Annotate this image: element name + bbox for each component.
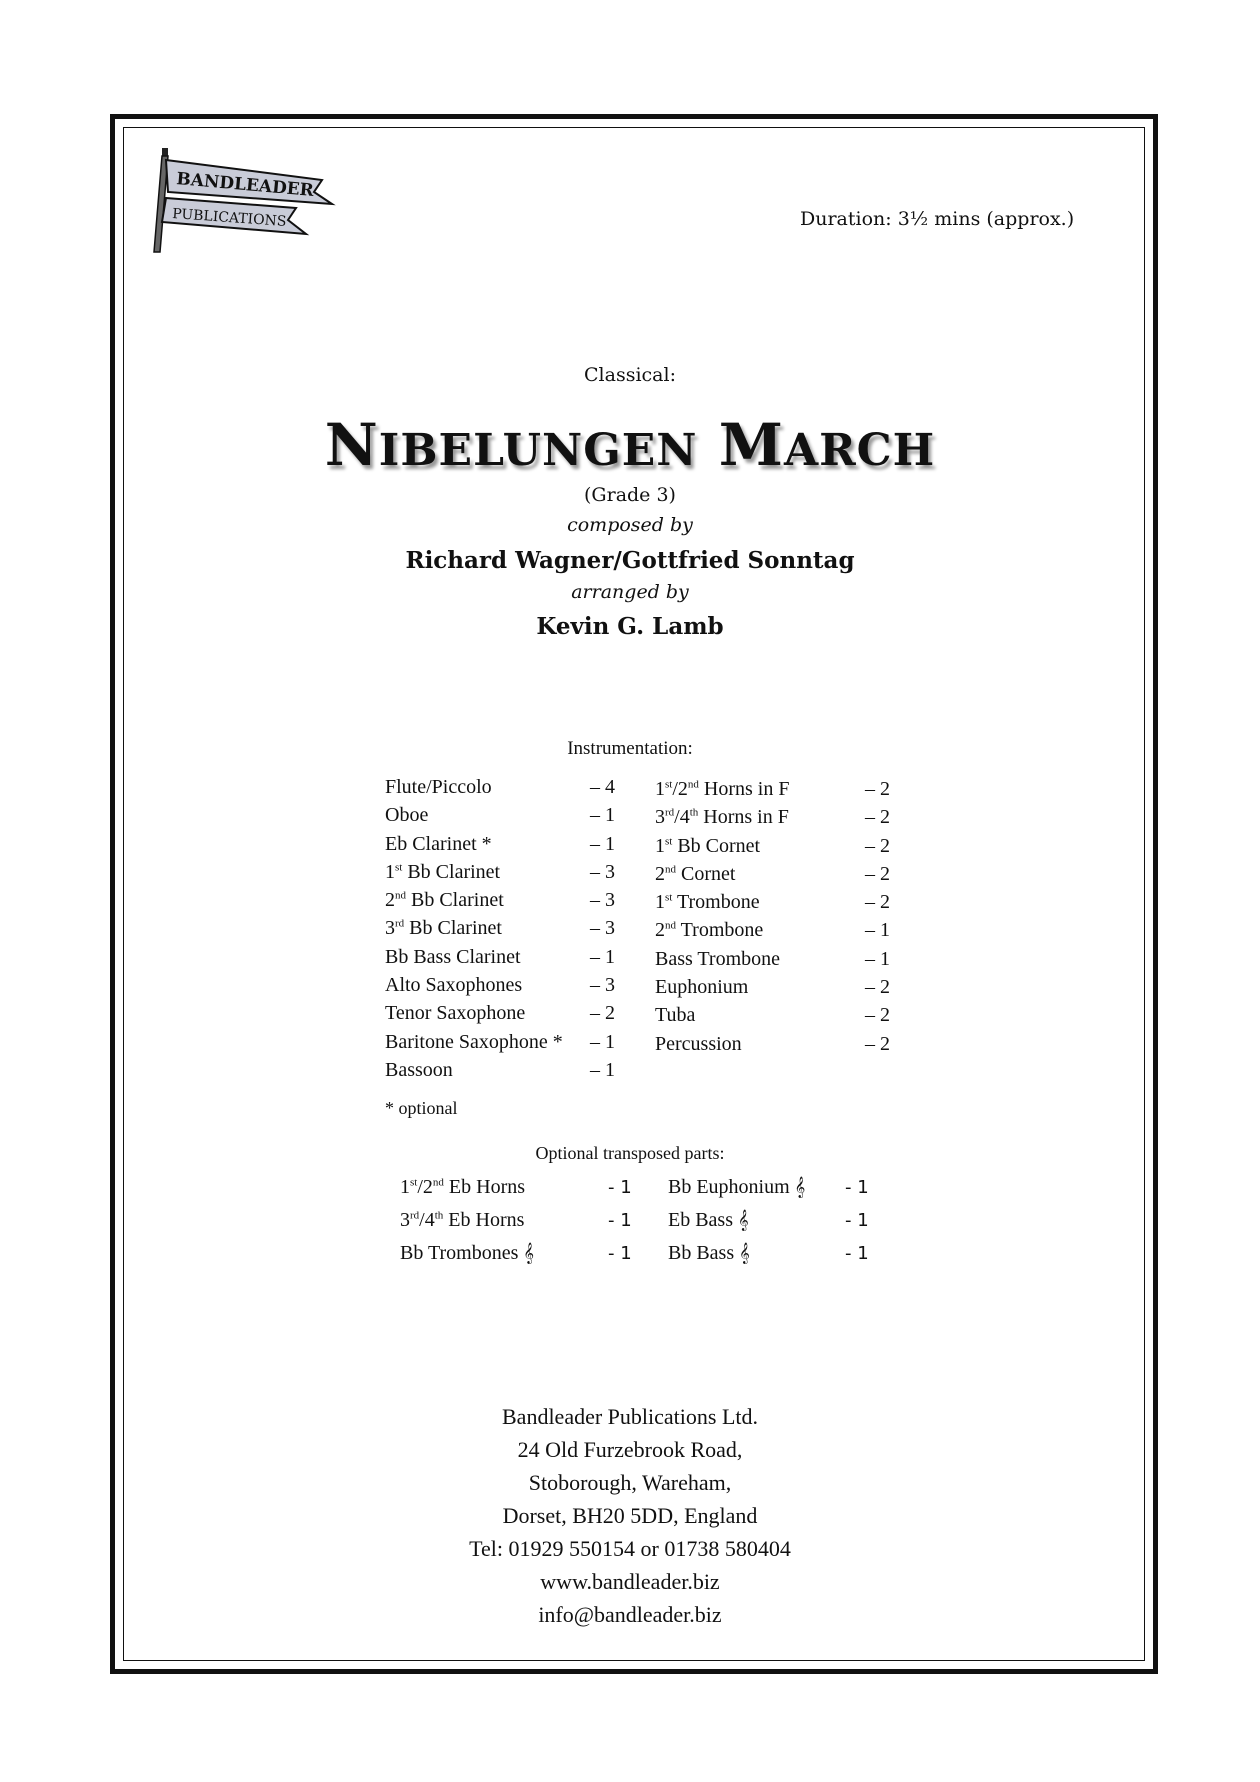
instrument-name: Tuba: [655, 1004, 696, 1027]
instrument-name: Eb Clarinet *: [385, 832, 492, 855]
part-count: – 1: [865, 947, 890, 970]
instrumentation-left-column: [385, 773, 625, 1084]
instrument-row: [655, 945, 905, 973]
instrument-name: 1st/2nd Horns in F: [655, 778, 790, 800]
treble-clef-icon: 𝄞: [738, 1210, 749, 1230]
part-count: – 1: [865, 919, 890, 942]
address-line: 24 Old Furzebrook Road,: [517, 1437, 743, 1462]
optional-parts-left-column: [400, 1171, 640, 1270]
instrument-row: [400, 1237, 640, 1270]
instrument-row: [655, 916, 905, 944]
instrument-name: 1st/2nd Eb Horns: [400, 1176, 526, 1198]
part-count: - 1: [845, 1243, 869, 1264]
instrument-name: Percussion: [655, 1032, 742, 1055]
instrument-name: 2nd Bb Clarinet: [385, 889, 504, 912]
instrument-row: [385, 914, 625, 942]
part-count: – 4: [590, 776, 615, 798]
part-count: - 1: [608, 1210, 632, 1231]
part-count: - 1: [845, 1210, 869, 1231]
part-count: - 1: [608, 1177, 632, 1198]
treble-clef-icon: 𝄞: [523, 1243, 535, 1263]
instrument-row: [385, 1056, 625, 1084]
instrument-row: [400, 1171, 640, 1204]
instrument-name: 2nd Cornet: [655, 862, 736, 885]
part-count: – 2: [865, 1004, 890, 1027]
treble-clef-icon: 𝄞: [739, 1243, 750, 1263]
instrument-row: [385, 830, 625, 858]
instrumentation-right-column: [655, 775, 905, 1058]
part-count: - 1: [608, 1243, 632, 1264]
publisher-address: [0, 1400, 1260, 1631]
address-line: Dorset, BH20 5DD, England: [502, 1503, 758, 1528]
instrument-name: 3rd/4th Horns in F: [655, 806, 789, 829]
instrument-name: 1st Bb Cornet: [655, 834, 761, 857]
instrument-row: [385, 1028, 625, 1056]
instrument-row: [655, 775, 905, 803]
part-count: – 1: [590, 945, 615, 968]
bandleader-publications-logo: [146, 146, 356, 256]
instrument-row: [385, 943, 625, 971]
optional-parts-right-column: [668, 1171, 888, 1270]
part-count: – 2: [865, 976, 890, 999]
part-count: – 2: [865, 834, 890, 857]
instrument-name: Bassoon: [385, 1058, 453, 1081]
instrument-name: Bb Bass 𝄞: [668, 1242, 750, 1264]
genre-label: Classical:: [584, 364, 676, 386]
instrument-row: [668, 1237, 888, 1270]
part-count: – 3: [590, 889, 615, 912]
part-count: – 3: [590, 917, 615, 940]
part-count: – 2: [865, 806, 890, 829]
address-line: Tel: 01929 550154 or 01738 580404: [469, 1536, 791, 1561]
instrument-name: 3rd/4th Eb Horns: [400, 1209, 525, 1231]
address-line: Bandleader Publications Ltd.: [502, 1404, 758, 1429]
instrument-name: 1st Trombone: [655, 891, 760, 914]
instrument-row: [668, 1204, 888, 1237]
instrument-name: 1st Bb Clarinet: [385, 860, 501, 883]
instrument-row: [385, 886, 625, 914]
instrument-row: [655, 1030, 905, 1058]
instrument-name: Baritone Saxophone *: [385, 1030, 563, 1053]
instrument-name: Tenor Saxophone: [385, 1002, 526, 1025]
instrument-row: [400, 1204, 640, 1237]
arranged-by-label: arranged by: [571, 581, 689, 603]
part-count: – 2: [865, 891, 890, 914]
instrument-name: Alto Saxophones: [385, 974, 523, 997]
instrument-row: [385, 999, 625, 1027]
instrument-row: [385, 801, 625, 829]
part-count: – 2: [865, 1032, 890, 1055]
instrument-row: [655, 860, 905, 888]
arranger-name: Kevin G. Lamb: [536, 613, 724, 640]
instrument-name: Bb Bass Clarinet: [385, 945, 521, 968]
part-count: – 1: [590, 1030, 615, 1053]
part-count: – 1: [590, 804, 615, 827]
instrument-name: Oboe: [385, 804, 429, 827]
instrument-row: [385, 971, 625, 999]
logo-text-bandleader: BANDLEADER: [175, 169, 315, 201]
instrument-name: Bb Trombones 𝄞: [400, 1242, 535, 1264]
instrument-name: 2nd Trombone: [655, 919, 764, 942]
optional-note: * optional: [385, 1098, 458, 1118]
instrument-row: [655, 832, 905, 860]
instrument-row: [655, 888, 905, 916]
treble-clef-icon: 𝄞: [794, 1177, 806, 1197]
composer-name: Richard Wagner/Gottfried Sonntag: [405, 547, 855, 574]
address-line: Stoborough, Wareham,: [528, 1470, 732, 1495]
part-count: – 3: [590, 974, 615, 997]
part-count: – 1: [590, 1058, 615, 1081]
instrument-name: 3rd Bb Clarinet: [385, 917, 502, 940]
instrument-row: [655, 1001, 905, 1029]
instrument-name: Bass Trombone: [655, 947, 781, 970]
instrument-name: Bb Euphonium 𝄞: [668, 1176, 806, 1198]
instrument-name: Euphonium: [655, 976, 749, 999]
instrument-row: [385, 858, 625, 886]
address-line: www.bandleader.biz: [540, 1569, 720, 1594]
instrument-row: [668, 1171, 888, 1204]
instrument-row: [655, 973, 905, 1001]
instrumentation-heading: Instrumentation:: [567, 738, 693, 759]
duration: Duration: 3½ mins (approx.): [800, 208, 1075, 230]
part-count: – 2: [865, 862, 890, 885]
composed-by-label: composed by: [567, 514, 693, 536]
logo-text-publications: PUBLICATIONS: [171, 206, 287, 230]
grade: (Grade 3): [584, 484, 676, 506]
part-count: – 2: [590, 1002, 615, 1025]
piece-title: NIBELUNGEN MARCH: [324, 411, 936, 479]
address-line: info@bandleader.biz: [538, 1602, 722, 1627]
instrument-name: Eb Bass 𝄞: [668, 1209, 749, 1231]
part-count: – 1: [590, 832, 615, 855]
part-count: – 3: [590, 860, 615, 883]
part-count: - 1: [845, 1177, 869, 1198]
instrument-name: Flute/Piccolo: [385, 776, 492, 798]
part-count: – 2: [865, 778, 890, 800]
instrument-row: [655, 803, 905, 831]
instrument-row: [385, 773, 625, 801]
optional-parts-heading: Optional transposed parts:: [535, 1143, 725, 1163]
